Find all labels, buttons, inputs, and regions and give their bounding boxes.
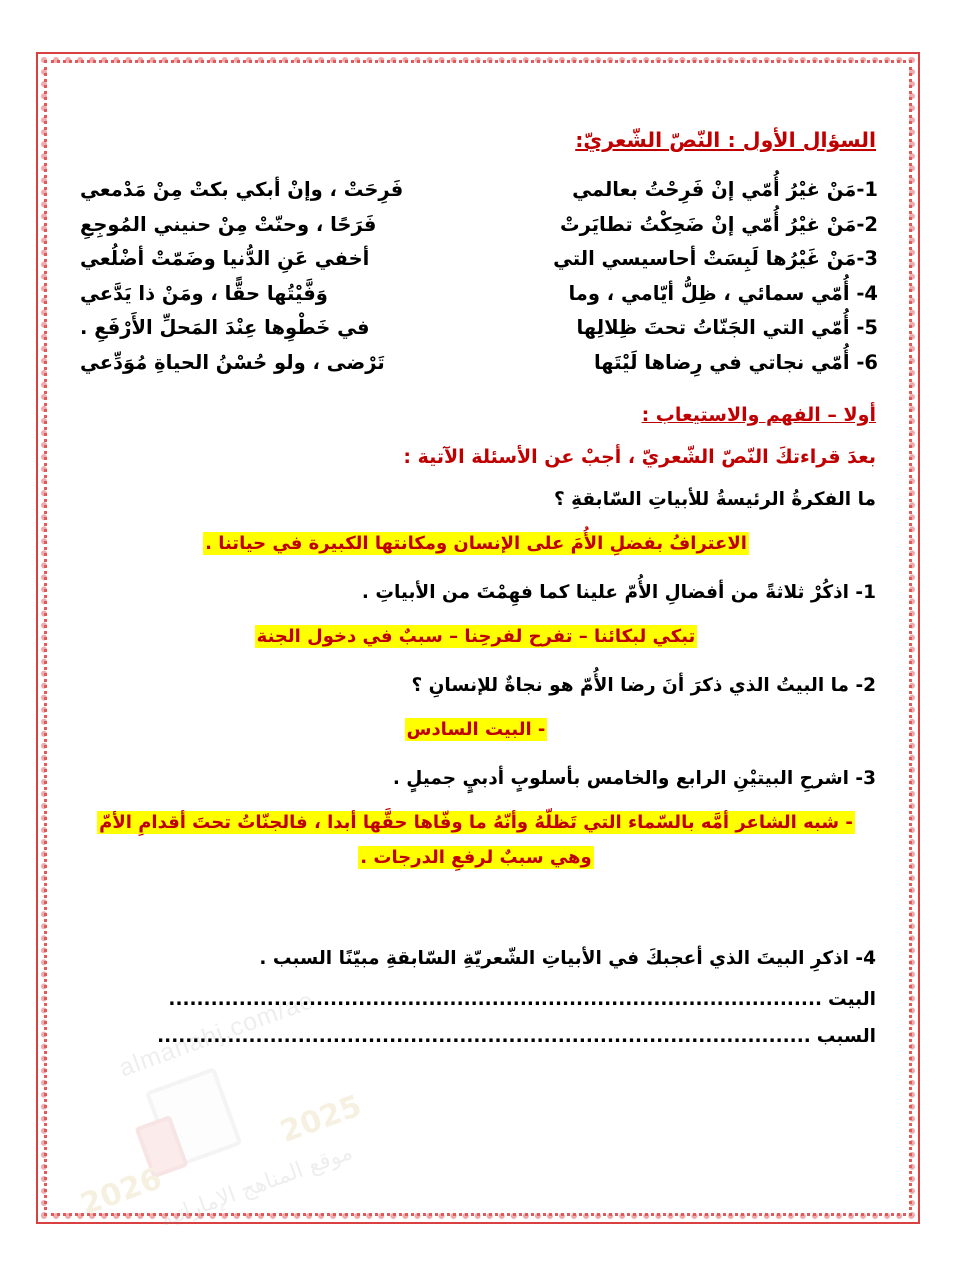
blank-dots: ............................................................................................. bbox=[157, 1025, 811, 1047]
answer-row bbox=[70, 526, 882, 561]
poem-line: 4- أُمّي سمائي ، ظِلُّ أيّامي ، وما bbox=[568, 281, 878, 305]
poem-line: فَرِحَتْ ، وإنْ أبكي بكتْ مِنْ مَدْمعي bbox=[80, 178, 404, 201]
watermark-tagline: موقع المناهج الإماراتية bbox=[157, 1139, 356, 1233]
question-text: 3- اشرحِ البيتيْنِ الرابع والخامس بأسلوبٍ أدبيٍ جميلٍ . bbox=[392, 768, 876, 789]
question-text: 2- ما البيتُ الذي ذكرَ أنَ رضا الأُمّ هو نجاةٌ للإنسانِ ؟ bbox=[411, 675, 876, 697]
poem-line: 1-مَنْ غيْرُ أُمّي إنْ فَرِحْتُ بعالمي bbox=[572, 178, 878, 201]
watermark-year-left: 2026 bbox=[76, 1161, 167, 1223]
section-title-comprehension: أولا – الفهم والاستيعاب : bbox=[641, 404, 876, 427]
page-title: السؤال الأول : النّصّ الشّعريّ: bbox=[575, 128, 876, 152]
blank-label: السبب bbox=[816, 1025, 876, 1047]
blank-label: البيت bbox=[828, 988, 876, 1010]
poem-block bbox=[70, 174, 882, 378]
poem-column-right bbox=[479, 174, 878, 378]
spacer bbox=[70, 875, 882, 927]
poem-column-left bbox=[80, 174, 439, 378]
answer-highlight: الاعترافُ بفضلِ الأُمَ على الإنسان ومكانتها الكبيرة في حياتنا . bbox=[205, 533, 747, 555]
question-text: ما الفكرةُ الرئيسةُ للأبياتِ السّابقةِ ؟ bbox=[553, 489, 876, 511]
poem-line: فَرَحًا ، وحنّتْ مِنْ حنيني المُوجِعِ bbox=[80, 212, 377, 236]
poem-line: تَرْضى ، ولو حُسْنُ الحياةِ مُوَدِّعي bbox=[80, 350, 385, 374]
question-text: 1- اذكُرْ ثلاثةً من أفضالِ الأُمّ علينا كما فهِمْتَ من الأبياتِ . bbox=[361, 582, 876, 604]
answer-row bbox=[70, 619, 882, 654]
poem-line: 2-مَنْ غيْرُ أُمّي إنْ ضَحِكْتُ تطايَرتْ bbox=[559, 212, 878, 236]
instruction-text: بعدَ قراءتكَ النّصّ الشّعريّ ، أجبْ عن الأسئلة الآتية : bbox=[403, 446, 876, 469]
watermark-site: almanahj.com/ae bbox=[115, 985, 318, 1083]
answer-row bbox=[70, 805, 882, 875]
watermark-year-right: 2025 bbox=[275, 1088, 367, 1150]
worksheet-content bbox=[70, 100, 882, 1180]
answer-highlight: - شبه الشاعر أمَّه بالسّماء التي تَظلّهُ وأنّهُ ما وفّاها حقَّها أبدا ، فالجنّاتُ تحتَ أقدامِ الأمّ bbox=[99, 811, 853, 833]
answer-highlight: تبكي لبكائنا – تفرح لفرحِنا – سببٌ في دخول الجنة bbox=[256, 626, 696, 648]
blank-line-sabab[interactable] bbox=[70, 1026, 882, 1047]
poem-line: أخفي عَنِ الدُّنيا وضَمّتْ أضْلُعي bbox=[80, 247, 370, 271]
answer-row bbox=[70, 712, 882, 747]
poem-line: في خَطْوِها عِنْدَ المَحلِّ الأَرْفَعِ . bbox=[80, 316, 370, 340]
poem-line: وَفَّيْتُها حقًّا ، ومَنْ ذا يَدَّعي bbox=[80, 281, 328, 305]
question-text: 4- اذكرِ البيتَ الذي أعجبكَ في الأبياتِ الشّعريّةِ السّابقةِ مبيّنًا السبب . bbox=[259, 947, 876, 969]
answer-highlight: وهي سببٌ لرفعِ الدرجات . bbox=[360, 846, 592, 868]
poem-line: 3-مَنْ غَيْرُها لَبِسَتْ أحاسيسي التي bbox=[553, 247, 878, 271]
poem-line: 5- أُمّي التي الجَنّاتُ تحتَ ظِلالِها bbox=[576, 316, 878, 340]
poem-line: 6- أُمّي نجاتي في رِضاها لَيْتَها bbox=[593, 350, 878, 374]
blank-dots: ............................................................................................. bbox=[168, 988, 823, 1010]
answer-highlight: - البيت السادس bbox=[406, 718, 546, 740]
blank-line-bait[interactable] bbox=[70, 989, 882, 1010]
